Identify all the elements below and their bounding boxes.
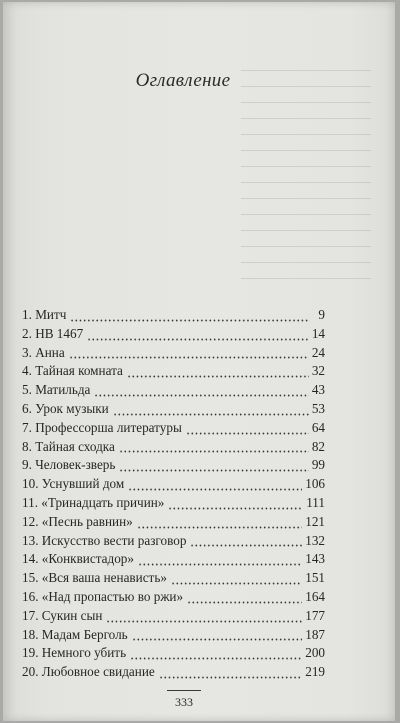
toc-entry-label: 8. Тайная сходка	[22, 438, 115, 454]
dot-leader	[186, 432, 309, 435]
dot-leader	[130, 657, 302, 660]
toc-entry[interactable]	[22, 664, 325, 683]
dot-leader	[87, 338, 309, 341]
dot-leader	[137, 526, 302, 529]
page-title: Оглавление	[135, 70, 231, 91]
toc-entry-page: 53	[311, 400, 325, 416]
toc-entry-label: 15. «Вся ваша ненависть»	[22, 570, 167, 586]
toc-entry-label: 19. Немного убить	[22, 645, 127, 661]
toc-entry-label: 7. Профессорша литературы	[22, 419, 182, 435]
toc-entry-label: 11. «Тринадцать причин»	[22, 494, 165, 510]
dot-leader	[190, 544, 302, 547]
toc-entry-label: 20. Любовное свидание	[22, 664, 155, 680]
toc-entry[interactable]	[22, 326, 325, 345]
toc-entry[interactable]	[22, 533, 325, 552]
toc-entry-page: 99	[311, 457, 325, 473]
toc-entry-label: 10. Уснувший дом	[22, 476, 125, 492]
folio-rule	[167, 690, 201, 691]
toc-entry[interactable]	[22, 589, 325, 608]
toc-entry-page: 219	[305, 664, 325, 680]
toc-entry-label: 3. Анна	[22, 344, 65, 360]
toc-entry-label: 6. Урок музыки	[22, 400, 109, 416]
toc-entry[interactable]	[22, 345, 325, 364]
toc-entry[interactable]	[22, 627, 325, 646]
toc-entry[interactable]	[22, 570, 325, 589]
dot-leader	[119, 450, 309, 453]
toc-entry[interactable]	[22, 401, 325, 420]
toc-entry-page: 32	[311, 363, 325, 379]
table-of-contents	[22, 307, 325, 683]
toc-entry-label: 18. Мадам Берголь	[22, 626, 128, 642]
toc-entry-label: 14. «Конквистадор»	[22, 551, 134, 567]
toc-entry[interactable]	[22, 495, 325, 514]
toc-entry[interactable]	[22, 439, 325, 458]
dot-leader	[132, 638, 303, 641]
toc-entry[interactable]	[22, 476, 325, 495]
dot-leader	[70, 319, 310, 322]
toc-entry[interactable]	[22, 363, 325, 382]
toc-entry[interactable]	[22, 307, 325, 326]
dot-leader	[127, 375, 309, 378]
toc-entry-page: 200	[305, 645, 325, 661]
toc-entry-page: 43	[311, 382, 325, 398]
toc-entry[interactable]	[22, 608, 325, 627]
toc-entry-label: 12. «Песнь равнин»	[22, 513, 133, 529]
toc-entry[interactable]	[22, 382, 325, 401]
toc-entry[interactable]	[22, 420, 325, 439]
toc-entry[interactable]	[22, 514, 325, 533]
toc-entry-label: 5. Матильда	[22, 382, 91, 398]
toc-entry-page: 14	[311, 325, 325, 341]
toc-entry-label: 2. НВ 1467	[22, 325, 84, 341]
toc-entry-page: 82	[311, 438, 325, 454]
book-page	[3, 2, 395, 721]
toc-entry-page: 106	[305, 476, 325, 492]
toc-entry[interactable]	[22, 645, 325, 664]
dot-leader	[119, 469, 308, 472]
toc-entry-label: 4. Тайная комната	[22, 363, 123, 379]
toc-entry-page: 164	[305, 588, 325, 604]
dot-leader	[128, 488, 302, 491]
toc-entry-label: 17. Сукин сын	[22, 607, 103, 623]
dot-leader	[106, 620, 302, 623]
toc-entry-page: 111	[306, 494, 325, 510]
toc-entry[interactable]	[22, 457, 325, 476]
toc-entry-page: 24	[311, 344, 325, 360]
toc-entry-label: 9. Человек-зверь	[22, 457, 116, 473]
toc-entry-page: 177	[305, 607, 325, 623]
dot-leader	[168, 507, 303, 510]
toc-entry-label: 13. Искусство вести разговор	[22, 532, 187, 548]
toc-entry-page: 151	[305, 570, 325, 586]
dot-leader	[94, 394, 308, 397]
toc-entry-page: 132	[305, 532, 325, 548]
dot-leader	[69, 356, 309, 359]
show-through-text	[241, 70, 371, 320]
toc-entry-label: 16. «Над пропастью во ржи»	[22, 588, 184, 604]
toc-entry-page: 143	[305, 551, 325, 567]
dot-leader	[159, 676, 302, 679]
dot-leader	[113, 413, 309, 416]
page-number: 333	[175, 695, 193, 709]
toc-entry[interactable]	[22, 551, 325, 570]
toc-entry-page: 121	[305, 513, 325, 529]
dot-leader	[187, 601, 302, 604]
dot-leader	[138, 563, 302, 566]
toc-entry-page: 9	[318, 307, 325, 322]
toc-entry-page: 187	[305, 626, 325, 642]
toc-entry-page: 64	[311, 419, 325, 435]
toc-entry-label: 1. Митч	[22, 307, 67, 322]
dot-leader	[171, 582, 302, 585]
